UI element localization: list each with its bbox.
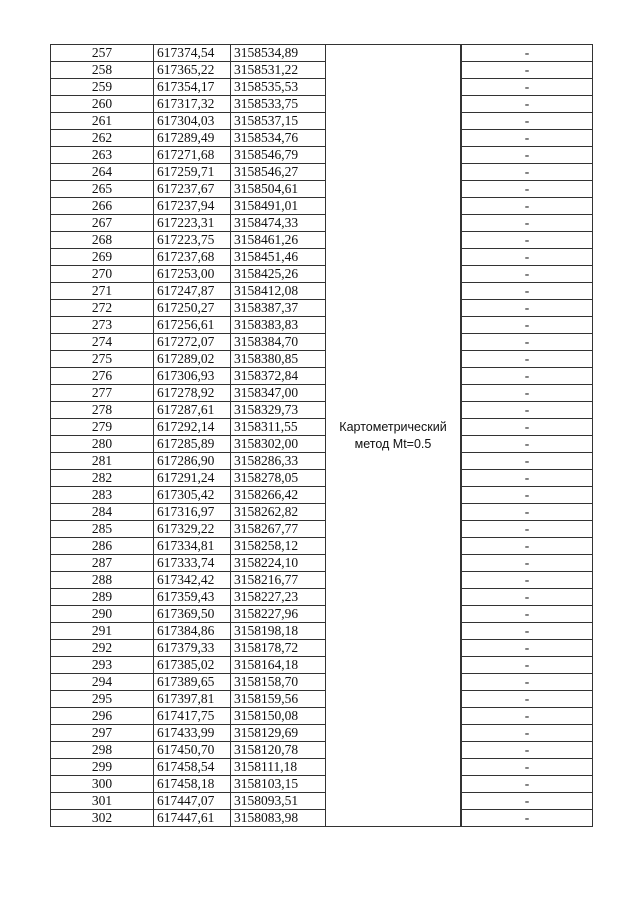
point-number-cell: 284: [51, 504, 154, 521]
point-number-cell: 261: [51, 113, 154, 130]
note-cell: -: [462, 793, 593, 810]
note-cell: -: [462, 62, 593, 79]
table-row: [51, 402, 593, 419]
x-coordinate-cell: 617365,22: [154, 62, 231, 79]
note-cell: -: [462, 487, 593, 504]
table-row: [51, 300, 593, 317]
y-coordinate-cell: 3158534,89: [231, 45, 326, 62]
table-row: [51, 368, 593, 385]
y-coordinate-cell: 3158383,83: [231, 317, 326, 334]
point-number-cell: 271: [51, 283, 154, 300]
x-coordinate-cell: 617333,74: [154, 555, 231, 572]
point-number-cell: 296: [51, 708, 154, 725]
point-number-cell: 260: [51, 96, 154, 113]
x-coordinate-cell: 617397,81: [154, 691, 231, 708]
point-number-cell: 287: [51, 555, 154, 572]
x-coordinate-cell: 617237,94: [154, 198, 231, 215]
y-coordinate-cell: 3158372,84: [231, 368, 326, 385]
note-cell: -: [462, 453, 593, 470]
y-coordinate-cell: 3158258,12: [231, 538, 326, 555]
y-coordinate-cell: 3158093,51: [231, 793, 326, 810]
table-row: [51, 606, 593, 623]
point-number-cell: 288: [51, 572, 154, 589]
table-row: [51, 215, 593, 232]
y-coordinate-cell: 3158227,96: [231, 606, 326, 623]
x-coordinate-cell: 617223,31: [154, 215, 231, 232]
table-row: [51, 572, 593, 589]
table-row: [51, 96, 593, 113]
table-row: [51, 453, 593, 470]
point-number-cell: 273: [51, 317, 154, 334]
x-coordinate-cell: 617289,02: [154, 351, 231, 368]
point-number-cell: 301: [51, 793, 154, 810]
y-coordinate-cell: 3158311,55: [231, 419, 326, 436]
point-number-cell: 281: [51, 453, 154, 470]
x-coordinate-cell: 617304,03: [154, 113, 231, 130]
point-number-cell: 276: [51, 368, 154, 385]
x-coordinate-cell: 617450,70: [154, 742, 231, 759]
y-coordinate-cell: 3158120,78: [231, 742, 326, 759]
y-coordinate-cell: 3158425,26: [231, 266, 326, 283]
y-coordinate-cell: 3158198,18: [231, 623, 326, 640]
y-coordinate-cell: 3158302,00: [231, 436, 326, 453]
x-coordinate-cell: 617237,68: [154, 249, 231, 266]
y-coordinate-cell: 3158535,53: [231, 79, 326, 96]
table-row: [51, 232, 593, 249]
point-number-cell: 277: [51, 385, 154, 402]
note-cell: -: [462, 113, 593, 130]
x-coordinate-cell: 617317,32: [154, 96, 231, 113]
note-cell: -: [462, 521, 593, 538]
table-row: [51, 164, 593, 181]
y-coordinate-cell: 3158380,85: [231, 351, 326, 368]
note-cell: -: [462, 300, 593, 317]
table-body: [51, 45, 593, 827]
note-cell: -: [462, 215, 593, 232]
note-cell: -: [462, 589, 593, 606]
x-coordinate-cell: 617379,33: [154, 640, 231, 657]
point-number-cell: 290: [51, 606, 154, 623]
note-cell: -: [462, 249, 593, 266]
y-coordinate-cell: 3158504,61: [231, 181, 326, 198]
note-cell: -: [462, 351, 593, 368]
point-number-cell: 286: [51, 538, 154, 555]
note-cell: -: [462, 572, 593, 589]
point-number-cell: 300: [51, 776, 154, 793]
table-row: [51, 385, 593, 402]
x-coordinate-cell: 617354,17: [154, 79, 231, 96]
point-number-cell: 263: [51, 147, 154, 164]
table-row: [51, 742, 593, 759]
table-row: [51, 419, 593, 436]
note-cell: -: [462, 742, 593, 759]
x-coordinate-cell: 617334,81: [154, 538, 231, 555]
y-coordinate-cell: 3158227,23: [231, 589, 326, 606]
table-row: [51, 810, 593, 827]
table-row: [51, 198, 593, 215]
y-coordinate-cell: 3158533,75: [231, 96, 326, 113]
x-coordinate-cell: 617316,97: [154, 504, 231, 521]
y-coordinate-cell: 3158537,15: [231, 113, 326, 130]
table-row: [51, 249, 593, 266]
x-coordinate-cell: 617417,75: [154, 708, 231, 725]
x-coordinate-cell: 617287,61: [154, 402, 231, 419]
note-cell: -: [462, 640, 593, 657]
x-coordinate-cell: 617286,90: [154, 453, 231, 470]
table-row: [51, 334, 593, 351]
note-cell: -: [462, 368, 593, 385]
x-coordinate-cell: 617359,43: [154, 589, 231, 606]
note-cell: -: [462, 419, 593, 436]
note-cell: -: [462, 402, 593, 419]
x-coordinate-cell: 617458,54: [154, 759, 231, 776]
note-cell: -: [462, 776, 593, 793]
table-row: [51, 793, 593, 810]
x-coordinate-cell: 617285,89: [154, 436, 231, 453]
y-coordinate-cell: 3158329,73: [231, 402, 326, 419]
table-row: [51, 436, 593, 453]
table-row: [51, 45, 593, 62]
y-coordinate-cell: 3158384,70: [231, 334, 326, 351]
table-row: [51, 351, 593, 368]
point-number-cell: 295: [51, 691, 154, 708]
point-number-cell: 293: [51, 657, 154, 674]
note-cell: -: [462, 334, 593, 351]
y-coordinate-cell: 3158491,01: [231, 198, 326, 215]
note-cell: -: [462, 555, 593, 572]
point-number-cell: 299: [51, 759, 154, 776]
note-cell: -: [462, 317, 593, 334]
y-coordinate-cell: 3158103,15: [231, 776, 326, 793]
note-cell: -: [462, 79, 593, 96]
x-coordinate-cell: 617389,65: [154, 674, 231, 691]
point-number-cell: 257: [51, 45, 154, 62]
note-cell: -: [462, 674, 593, 691]
y-coordinate-cell: 3158129,69: [231, 725, 326, 742]
note-cell: -: [462, 436, 593, 453]
point-number-cell: 297: [51, 725, 154, 742]
y-coordinate-cell: 3158111,18: [231, 759, 326, 776]
note-cell: -: [462, 657, 593, 674]
y-coordinate-cell: 3158164,18: [231, 657, 326, 674]
x-coordinate-cell: 617306,93: [154, 368, 231, 385]
y-coordinate-cell: 3158278,05: [231, 470, 326, 487]
x-coordinate-cell: 617433,99: [154, 725, 231, 742]
point-number-cell: 275: [51, 351, 154, 368]
y-coordinate-cell: 3158534,76: [231, 130, 326, 147]
point-number-cell: 259: [51, 79, 154, 96]
table-row: [51, 181, 593, 198]
x-coordinate-cell: 617329,22: [154, 521, 231, 538]
x-coordinate-cell: 617342,42: [154, 572, 231, 589]
x-coordinate-cell: 617305,42: [154, 487, 231, 504]
point-number-cell: 280: [51, 436, 154, 453]
x-coordinate-cell: 617253,00: [154, 266, 231, 283]
table-row: [51, 640, 593, 657]
note-cell: -: [462, 232, 593, 249]
table-row: [51, 776, 593, 793]
note-cell: -: [462, 181, 593, 198]
point-number-cell: 282: [51, 470, 154, 487]
table-row: [51, 62, 593, 79]
point-number-cell: 289: [51, 589, 154, 606]
point-number-cell: 272: [51, 300, 154, 317]
table-row: [51, 623, 593, 640]
point-number-cell: 292: [51, 640, 154, 657]
point-number-cell: 258: [51, 62, 154, 79]
point-number-cell: 267: [51, 215, 154, 232]
table-row: [51, 521, 593, 538]
table-row: [51, 657, 593, 674]
point-number-cell: 279: [51, 419, 154, 436]
note-cell: -: [462, 725, 593, 742]
table-row: [51, 538, 593, 555]
y-coordinate-cell: 3158178,72: [231, 640, 326, 657]
x-coordinate-cell: 617447,61: [154, 810, 231, 827]
note-cell: -: [462, 470, 593, 487]
y-coordinate-cell: 3158546,27: [231, 164, 326, 181]
note-cell: -: [462, 198, 593, 215]
y-coordinate-cell: 3158150,08: [231, 708, 326, 725]
y-coordinate-cell: 3158262,82: [231, 504, 326, 521]
x-coordinate-cell: 617271,68: [154, 147, 231, 164]
x-coordinate-cell: 617385,02: [154, 657, 231, 674]
y-coordinate-cell: 3158387,37: [231, 300, 326, 317]
x-coordinate-cell: 617374,54: [154, 45, 231, 62]
x-coordinate-cell: 617292,14: [154, 419, 231, 436]
note-cell: -: [462, 164, 593, 181]
note-cell: -: [462, 759, 593, 776]
x-coordinate-cell: 617447,07: [154, 793, 231, 810]
y-coordinate-cell: 3158267,77: [231, 521, 326, 538]
table-row: [51, 317, 593, 334]
y-coordinate-cell: 3158451,46: [231, 249, 326, 266]
table-row: [51, 555, 593, 572]
point-number-cell: 298: [51, 742, 154, 759]
table-row: [51, 589, 593, 606]
note-cell: -: [462, 96, 593, 113]
note-cell: -: [462, 283, 593, 300]
point-number-cell: 262: [51, 130, 154, 147]
y-coordinate-cell: 3158286,33: [231, 453, 326, 470]
point-number-cell: 294: [51, 674, 154, 691]
point-number-cell: 274: [51, 334, 154, 351]
note-cell: -: [462, 130, 593, 147]
x-coordinate-cell: 617247,87: [154, 283, 231, 300]
x-coordinate-cell: 617369,50: [154, 606, 231, 623]
y-coordinate-cell: 3158224,10: [231, 555, 326, 572]
coordinates-table: [50, 44, 593, 827]
table-row: [51, 759, 593, 776]
note-cell: -: [462, 691, 593, 708]
table-row: [51, 130, 593, 147]
y-coordinate-cell: 3158474,33: [231, 215, 326, 232]
note-cell: -: [462, 504, 593, 521]
table-row: [51, 674, 593, 691]
table-row: [51, 691, 593, 708]
x-coordinate-cell: 617259,71: [154, 164, 231, 181]
y-coordinate-cell: 3158531,22: [231, 62, 326, 79]
table-row: [51, 266, 593, 283]
method-accuracy-text: метод Mt=0.5: [354, 436, 432, 451]
note-cell: -: [462, 266, 593, 283]
note-cell: -: [462, 810, 593, 827]
x-coordinate-cell: 617278,92: [154, 385, 231, 402]
x-coordinate-cell: 617289,49: [154, 130, 231, 147]
note-cell: -: [462, 623, 593, 640]
table-row: [51, 147, 593, 164]
method-name-text: Картометрический: [339, 419, 447, 434]
x-coordinate-cell: 617458,18: [154, 776, 231, 793]
y-coordinate-cell: 3158266,42: [231, 487, 326, 504]
y-coordinate-cell: 3158083,98: [231, 810, 326, 827]
point-number-cell: 264: [51, 164, 154, 181]
note-cell: -: [462, 147, 593, 164]
method-cell: [326, 45, 461, 827]
point-number-cell: 283: [51, 487, 154, 504]
x-coordinate-cell: 617272,07: [154, 334, 231, 351]
x-coordinate-cell: 617223,75: [154, 232, 231, 249]
table-row: [51, 487, 593, 504]
note-cell: -: [462, 45, 593, 62]
point-number-cell: 285: [51, 521, 154, 538]
point-number-cell: 291: [51, 623, 154, 640]
table-row: [51, 79, 593, 96]
y-coordinate-cell: 3158159,56: [231, 691, 326, 708]
table-row: [51, 708, 593, 725]
point-number-cell: 278: [51, 402, 154, 419]
table-row: [51, 283, 593, 300]
y-coordinate-cell: 3158546,79: [231, 147, 326, 164]
x-coordinate-cell: 617384,86: [154, 623, 231, 640]
y-coordinate-cell: 3158216,77: [231, 572, 326, 589]
x-coordinate-cell: 617237,67: [154, 181, 231, 198]
point-number-cell: 269: [51, 249, 154, 266]
x-coordinate-cell: 617291,24: [154, 470, 231, 487]
note-cell: -: [462, 538, 593, 555]
table-row: [51, 470, 593, 487]
point-number-cell: 302: [51, 810, 154, 827]
point-number-cell: 268: [51, 232, 154, 249]
y-coordinate-cell: 3158158,70: [231, 674, 326, 691]
note-cell: -: [462, 385, 593, 402]
point-number-cell: 270: [51, 266, 154, 283]
table-row: [51, 725, 593, 742]
note-cell: -: [462, 606, 593, 623]
x-coordinate-cell: 617250,27: [154, 300, 231, 317]
y-coordinate-cell: 3158461,26: [231, 232, 326, 249]
table-row: [51, 504, 593, 521]
y-coordinate-cell: 3158412,08: [231, 283, 326, 300]
note-cell: -: [462, 708, 593, 725]
table-row: [51, 113, 593, 130]
point-number-cell: 266: [51, 198, 154, 215]
x-coordinate-cell: 617256,61: [154, 317, 231, 334]
point-number-cell: 265: [51, 181, 154, 198]
y-coordinate-cell: 3158347,00: [231, 385, 326, 402]
